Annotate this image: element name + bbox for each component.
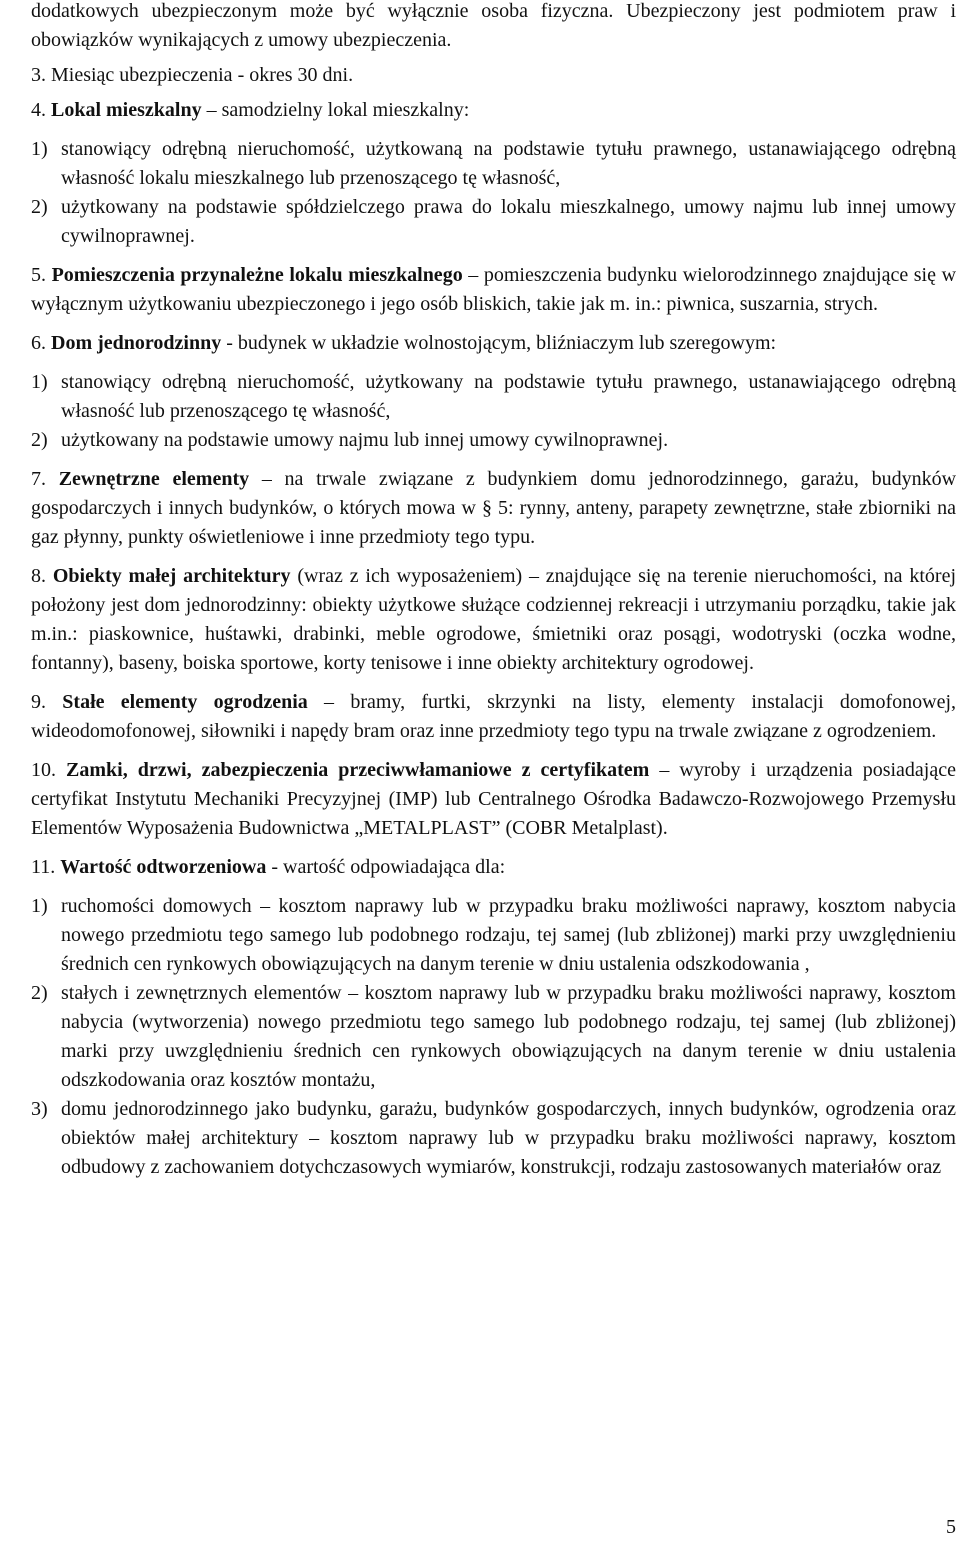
- item-number: 10.: [31, 759, 56, 781]
- definition-item-6: [31, 329, 956, 358]
- item-number: 6.: [31, 332, 46, 354]
- subitem-number: 2): [31, 982, 48, 1004]
- item-text: – wyroby i urządzenia posiadające certyfikat Instytutu Mechaniki Precyzyjnej (IMP) lub Centralnego Ośrodka Badawczo-Rozwojowego Przemysłu Elementów Wyposażenia Budownictwa „METALPLAST” (COBR Metalplast).: [31, 759, 956, 839]
- subitem-text: stałych i zewnętrznych elementów – kosztom naprawy lub w przypadku braku możliwości naprawy, kosztom nabycia (wytworzenia) nowego przedmiotu tego samego lub podobnego rodzaju, tej samej (lub zbliżonej) marki przy uwzględnieniu średnich cen rynkowych obowiązujących na danym terenie w dniu ustalenia odszkodowania oraz kosztów montażu,: [61, 982, 956, 1091]
- item-text: Miesiąc ubezpieczenia - okres 30 dni.: [51, 64, 354, 86]
- definition-item-3: [31, 61, 956, 90]
- intro-paragraph: dodatkowych ubezpieczonym może być wyłącznie osoba fizyczna. Ubezpieczony jest podmiotem praw i obowiązków wynikających z umowy ubezpieczenia.: [31, 0, 956, 51]
- subitem: [31, 368, 956, 426]
- page-number: 5: [946, 1516, 956, 1538]
- subitem: [31, 135, 956, 193]
- subitem-text: domu jednorodzinnego jako budynku, garażu, budynków gospodarczych, innych budynków, ogrodzenia oraz obiektów małej architektury – kosztom naprawy lub w przypadku braku możliwości naprawy, kosztom odbudowy z zachowaniem dotychczasowych wymiarów, konstrukcji, rodzaju zastosowanych materiałów oraz: [61, 1098, 956, 1178]
- item-text: – samodzielny lokal mieszkalny:: [201, 99, 470, 121]
- item-text: - budynek w układzie wolnostojącym, bliźniaczym lub szeregowym:: [221, 332, 777, 354]
- subitem: [31, 892, 956, 979]
- subitem-number: 1): [31, 895, 48, 917]
- definition-item-10: [31, 756, 956, 843]
- item-number: 9.: [31, 691, 46, 713]
- subitem: [31, 193, 956, 251]
- subitem: [31, 426, 956, 455]
- item-number: 4.: [31, 99, 46, 121]
- item-term: Lokal mieszkalny: [51, 99, 202, 121]
- subitem-text: użytkowany na podstawie umowy najmu lub innej umowy cywilnoprawnej.: [61, 429, 669, 451]
- definition-item-5: [31, 261, 956, 319]
- definition-item-11: [31, 853, 956, 882]
- definition-item-7: [31, 465, 956, 552]
- item-term: Zamki, drzwi, zabezpieczenia przeciwwłamaniowe z certyfikatem: [66, 759, 650, 781]
- definition-item-9: [31, 688, 956, 746]
- item-text: (wraz z ich wyposażeniem) – znajdujące się na terenie nieruchomości, na której położony jest dom jednorodzinny: obiekty użytkowe służące codziennej rekreacji i utrzymaniu porządku, takie jak m.in.: piaskownice, huśtawki, drabinki, meble ogrodowe, śmietniki oraz posągi, wodotryski (oczka wodne, fontanny), baseny, boiska sportowe, korty tenisowe i inne obiekty architektury ogrodowej.: [31, 565, 957, 674]
- subitem-number: 2): [31, 196, 48, 218]
- document-page: [31, 0, 956, 1182]
- item-number: 5.: [31, 264, 46, 286]
- item-term: Stałe elementy ogrodzenia: [62, 691, 308, 713]
- definition-item-4: [31, 96, 956, 125]
- item-term: Pomieszczenia przynależne lokalu mieszkalnego: [51, 264, 463, 286]
- item-number: 7.: [31, 468, 46, 490]
- subitem-number: 2): [31, 429, 48, 451]
- subitem-number: 3): [31, 1098, 48, 1120]
- subitem-text: stanowiący odrębną nieruchomość, użytkowaną na podstawie tytułu prawnego, ustanawiającego odrębną własność lokalu mieszkalnego lub przenoszącego tę własność,: [61, 138, 956, 189]
- definition-item-8: [31, 562, 956, 678]
- subitem-number: 1): [31, 371, 48, 393]
- item-term: Wartość odtworzeniowa: [60, 856, 267, 878]
- item-text: – na trwale związane z budynkiem domu jednorodzinnego, garażu, budynków gospodarczych i innych budynków, o których mowa w § 5: rynny, anteny, parapety zewnętrzne, stałe zbiorniki na gaz płynny, punkty oświetleniowe i inne przedmioty tego typu.: [31, 468, 957, 548]
- item-number: 11.: [31, 856, 56, 878]
- subitem: [31, 979, 956, 1095]
- item-term: Obiekty małej architektury: [52, 565, 291, 587]
- subitem-text: ruchomości domowych – kosztom naprawy lub w przypadku braku możliwości naprawy, kosztom nabycia nowego przedmiotu tego samego lub podobnego rodzaju, tej samej (lub zbliżonej) marki przy uwzględnieniu średnich cen rynkowych obowiązujących na danym terenie w dniu ustalenia odszkodowania ,: [61, 895, 956, 975]
- item-number: 3.: [31, 64, 46, 86]
- item-text: - wartość odpowiadająca dla:: [266, 856, 506, 878]
- subitem-text: użytkowany na podstawie spółdzielczego prawa do lokalu mieszkalnego, umowy najmu lub innej umowy cywilnoprawnej.: [61, 196, 956, 247]
- subitem-text: stanowiący odrębną nieruchomość, użytkowany na podstawie tytułu prawnego, ustanawiającego odrębną własność lub przenoszącego tę własność,: [61, 371, 956, 422]
- item-term: Zewnętrzne elementy: [58, 468, 250, 490]
- subitem: [31, 1095, 956, 1182]
- item-text: – bramy, furtki, skrzynki na listy, elementy instalacji domofonowej, wideodomofonowej, siłowniki i napędy bram oraz inne przedmioty tego typu na trwale związane z ogrodzeniem.: [31, 691, 957, 742]
- item-term: Dom jednorodzinny: [51, 332, 222, 354]
- item-number: 8.: [31, 565, 46, 587]
- item-text: – pomieszczenia budynku wielorodzinnego znajdujące się w wyłącznym użytkowaniu ubezpieczonego i jego osób bliskich, takie jak m. in.: piwnica, suszarnia, strych.: [31, 264, 957, 315]
- subitem-number: 1): [31, 138, 48, 160]
